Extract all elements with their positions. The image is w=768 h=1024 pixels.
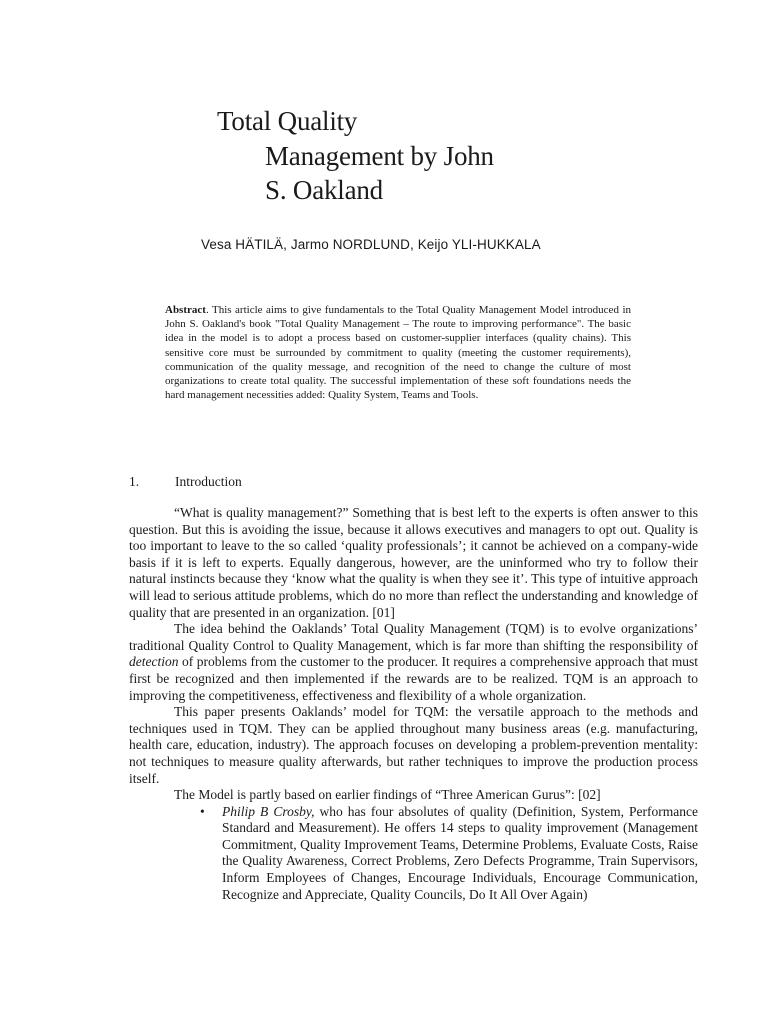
abstract-label: Abstract [165, 304, 206, 316]
abstract-text: . This article aims to give fundamentals to the Total Quality Management Model introduced in John S. Oakland's book "Total Quality Management – The route to improving performance". The basic idea in the model is to adopt a process based on customer-supplier interfaces (quality chains). This sensitive core must be surrounded by commitment to quality (meeting the customer requirements), communication of the quality message, and recognition of the need to change the culture of most organizations to create total quality. The successful implementation of these soft foundations needs the hard management necessities added: Quality System, Teams and Tools. [165, 304, 631, 402]
body-text [129, 505, 698, 903]
section-title: Introduction [175, 474, 242, 489]
paragraph-4: The Model is partly based on earlier findings of “Three American Gurus”: [02] [174, 787, 601, 803]
paragraph-3: This paper presents Oaklands’ model for TQM: the versatile approach to the methods and techniques used in TQM. They can be applied throughout many business areas (e.g. manufacturing, health care, education, industry). The approach focuses on developing a problem-prevention mentality: not techniques to measure quality afterwards, but rather techniques to improve the production process itself. [129, 704, 698, 786]
list-item [129, 804, 698, 904]
paragraph-2-before: The idea behind the Oaklands’ Total Quality Management (TQM) is to evolve organizations’ traditional Quality Control to Quality Management, which is far more than shifting the responsibility of [129, 621, 698, 653]
section-number: 1. [129, 474, 140, 489]
paragraph-2-italic: detection [129, 654, 179, 670]
title-line-2: Management by John [265, 141, 494, 171]
authors: Vesa HÄTILÄ, Jarmo NORDLUND, Keijo YLI-HUKKALA [201, 237, 541, 252]
title-line-3: S. Oakland [265, 175, 383, 205]
bullet-list [129, 804, 698, 904]
title-line-1: Total Quality [217, 106, 358, 136]
bullet-name: Philip B Crosby, [222, 803, 315, 819]
paragraph-1: “What is quality management?” Something that is best left to the experts is often answer to this question. But this is avoiding the issue, because it allows executives and managers to opt out. Quality is too important to leave to the so called ‘quality professionals’; it cannot be achieved on a company-wide basis if it is left to experts. Equally dangerous, however, are the uninformed who try to follow their natural instincts because they ‘know what the quality is when they see it’. This type of intuitive approach will lead to serious attitude problems, which do no more than reflect the understanding and knowledge of quality that are presented in an organization. [01] [129, 505, 698, 620]
paragraph-2-after: of problems from the customer to the producer. It requires a comprehensive approach that must first be recognized and then implemented if the rewards are to be realized. TQM is an approach to improving the competitiveness, effectiveness and flexibility of a whole organization. [129, 654, 698, 703]
bullet-text: who has four absolutes of quality (Definition, System, Performance Standard and Measurement). He offers 14 steps to quality improvement (Management Commitment, Quality Improvement Teams, Determine Problems, Evaluate Costs, Raise the Quality Awareness, Correct Problems, Zero Defects Programme, Train Supervisors, Inform Employees of Changes, Encourage Individuals, Encourage Communication, Recognize and Appreciate, Quality Councils, Do It All Over Again) [222, 803, 698, 902]
bullet-icon: • [200, 803, 205, 819]
section-heading [129, 474, 242, 490]
abstract [165, 303, 631, 402]
paragraph-2 [129, 621, 698, 704]
